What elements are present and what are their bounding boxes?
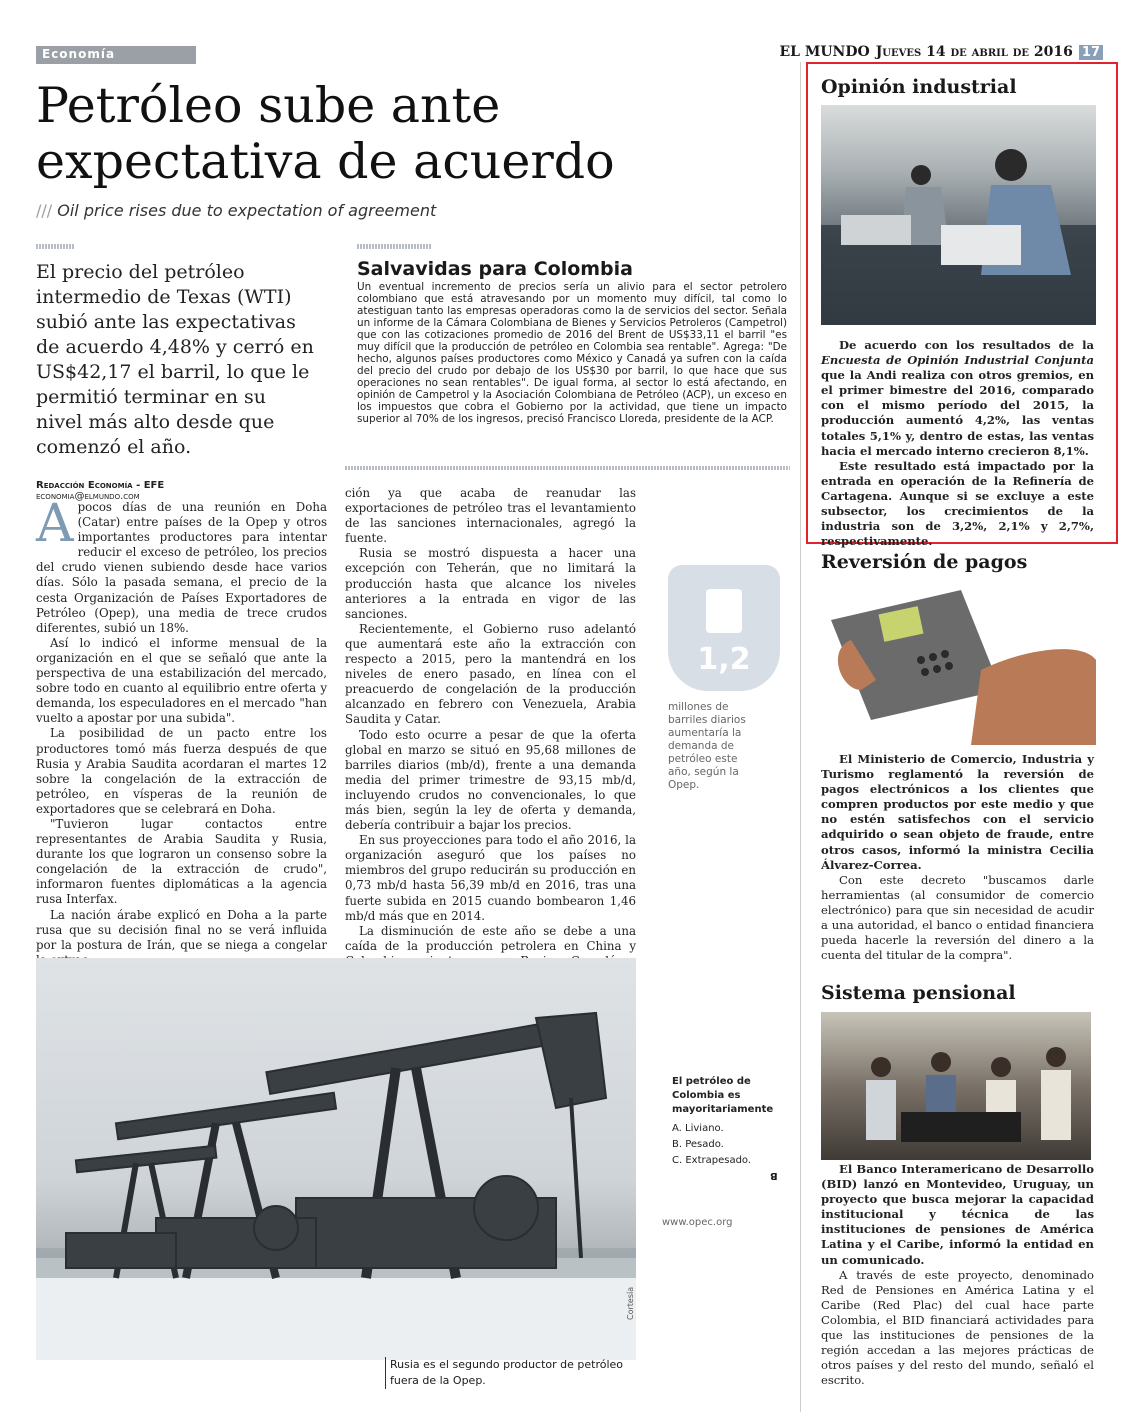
- article-paragraph: pocos días de una reunión en Doha (Catar) entre países de la Opep y otros importantes productores para intentar reducir el exceso de petróleo, los precios del crudo vienen subiendo desde hace varios días. Sólo la pasada semana, el precio de la cesta Organización de Países Exportadores de Petróleo (Opep), una media de trece crudos diferentes, subió un 18%.: [36, 500, 327, 635]
- sidebar-bottom-rule: [345, 466, 790, 470]
- quiz-answer: B: [770, 1170, 778, 1181]
- quiz-source: www.opec.org: [662, 1217, 733, 1228]
- article-paragraph: La disminución de este año se debe a una caída de la producción petrolera en China y: [345, 923, 636, 953]
- issue-date: Jueves 14 de abril de 2016: [875, 44, 1073, 60]
- opinion-paragraph: Este resultado está impactado por la entrada en operación de la Refinería de Cartagena. Aunque si se excluye a este subsector, los crecimientos de la industria son de 3,2%, 2,1% y 2,7%, respectivamente.: [821, 458, 1094, 549]
- pension-photo: [821, 1012, 1091, 1160]
- photo-caption: Rusia es el segundo productor de petróleo fuera de la Opep.: [385, 1357, 635, 1389]
- page-number: 17: [1079, 45, 1103, 60]
- article-paragraph: ción ya que acaba de reanudar las exportaciones de petróleo tras el levantamiento de las sanciones internacionales, agregó la fuente.: [345, 486, 636, 546]
- infographic-text: millones de barriles diarios aumentaría la demanda de petróleo este año, según la Opep.: [668, 701, 746, 791]
- paper-name: EL MUNDO: [779, 44, 870, 60]
- opinion-paragraph-a: De acuerdo con los resultados de la: [839, 338, 1094, 352]
- opinion-paragraph: [821, 338, 1094, 459]
- card-terminal-photo: [821, 580, 1096, 745]
- subheadline: [36, 201, 436, 220]
- byline-author: Redacción Economía - EFE: [36, 480, 165, 491]
- infographic: [668, 565, 788, 792]
- article-paragraph: La nación árabe explicó en Doha a la parte rusa que su decisión final no se verá influida por la postura de Irán, que se niega a congelar: [36, 907, 327, 952]
- pension-paragraph: El Banco Interamericano de Desarrollo (BID) lanzó en Montevideo, Uruguay, un proyecto que busca mejorar la capacidad institucional y técnica de las instituciones de pensiones de América Latina y el Caribe, informó la entidad en un comunicado.: [821, 1162, 1094, 1267]
- article-paragraph: La posibilidad de un pacto entre los productores tomó más fuerza después de que Rusia y Arabia Saudita acordaran el martes 12 sobre la congelación de la extracción de petróleo, en vísperas de la reunión de exportadores que se celebrará en Doha.: [36, 726, 327, 816]
- photo-credit: Cortesía: [626, 1286, 635, 1320]
- reversion-body: [821, 752, 1094, 963]
- lede: El precio del petróleo intermedio de Texas (WTI) subió ante las expectativas de acuerdo 4,48% y cerró en US$42,17 el barril, lo que le permitió terminar en su nivel más alto desde que comenzó el año.: [36, 261, 314, 458]
- article-paragraph: En sus proyecciones para todo el año 2016, la organización aseguró que los países no miembros del grupo reducirán su producción en 0,73 mb/d hasta 56,39 mb/d en 2016, tras una fuerte subida en 2015 cuando bombearon 1,46 mb/d más que en 2014.: [345, 833, 636, 923]
- factory-illustration: [821, 105, 1096, 325]
- pension-paragraph: A través de este proyecto, denominado Red de Pensiones en América Latina y el Caribe (Red Plac) del cual hace parte Colombia, el BID financiará actividades para que las instituciones de pensiones de la región accedan a las mejores prácticas de otros países y del resto del mundo, señaló el escrito.: [821, 1267, 1094, 1388]
- article-paragraph: Todo esto ocurre a pesar de que la oferta global en marzo se situó en 95,68 millones de barriles diarios (mb/d), frente a una demanda media del primer trimestre de 93,15 mb/d, incluyendo crudos no convencionales, lo que más bien, según la ley de oferta y demanda, debería contribuir a bajar los precios.: [345, 727, 636, 833]
- byline-email: economia@elmundo.com: [36, 491, 140, 502]
- article-paragraph: "Tuvieron lugar contactos entre representantes de Arabia Saudita y Rusia, durante los que lograron un consenso sobre la congelación de la extracción de crudo", informaron fuentes diplomáticas a la agencia rusa Interfax.: [36, 816, 327, 907]
- pension-title: Sistema pensional: [821, 982, 1016, 1004]
- article-col-2: [345, 486, 636, 999]
- pension-body: [821, 1162, 1094, 1388]
- sidebar-rule: [357, 244, 432, 249]
- subheadline-marker: ///: [36, 201, 53, 220]
- survey-name: Encuesta de Opinión Industrial Conjunta: [821, 353, 1094, 368]
- lede-rule: [36, 244, 74, 249]
- quiz-question: El petróleo de Colombia es mayoritariamente: [672, 1076, 774, 1115]
- section-tag: Economía: [36, 46, 196, 64]
- sidebar-title: Salvavidas para Colombia: [357, 258, 633, 280]
- pumpjack-photo: [36, 958, 636, 1360]
- infographic-number: 1,2: [697, 642, 751, 677]
- reversion-paragraph: Con este decreto "buscamos darle herramientas (al consumidor de comercio electrónico) para que sin necesidad de acudir a una autoridad, el banco o entidad financiera pueda hacerle la reversión del dinero a la cuenta del titular de la compra".: [821, 872, 1094, 963]
- article-paragraph: Así lo indicó el informe mensual de la organización en el que se señaló que ante la perspectiva de una estabilización del mercado, sobre todo en cuanto al equilibrio entre oferta y demanda, los especuladores en el mercado "han vuelto a apostar por una subida".: [36, 635, 327, 726]
- headline: Petróleo sube ante expectativa de acuerdo: [36, 77, 615, 190]
- masthead: [779, 44, 1103, 60]
- quiz-option: A. Liviano.: [672, 1123, 724, 1134]
- opinion-paragraph-b: que la Andi realiza con otros gremios, en el primer bimestre del 2016, comparado con el mismo período del 2015, la producción aumentó 4,2%, las ventas totales 5,1% y, dentro de estas, las ventas hacia el mercado interno crecieron 8,1%.: [821, 368, 1094, 458]
- opinion-body: [821, 338, 1094, 549]
- quiz-option: B. Pesado.: [672, 1139, 724, 1150]
- card-terminal-illustration: [821, 580, 1096, 745]
- opinion-title: Opinión industrial: [821, 76, 1017, 98]
- article-paragraph: Rusia se mostró dispuesta a hacer una excepción con Teherán, que no limitará la producción hasta que alcance los niveles anteriores a la entrada en vigor de las sanciones.: [345, 546, 636, 621]
- crowd-illustration: [821, 1012, 1091, 1160]
- quiz-option: C. Extrapesado.: [672, 1155, 752, 1166]
- article-paragraph: Recientemente, el Gobierno ruso adelantó que aumentará este año la extracción con respecto a 2015, pero la mantendrá en los niveles de enero pasado, en línea con el preacuerdo de congelación de la producción alcanzado en febrero con Venezuela, Arabia Saudita y Catar.: [345, 621, 636, 727]
- barrel-icon: [706, 589, 742, 633]
- factory-photo: [821, 105, 1096, 325]
- column-divider: [800, 62, 801, 1412]
- pumpjack-illustration: [36, 958, 636, 1360]
- dropcap: A: [36, 494, 74, 554]
- reversion-paragraph: El Ministerio de Comercio, Industria y Turismo reglamentó la reversión de pagos electrónicos a los clientes que compren productos por este medio y que no estén satisfechos con el servicio adquirido o sean objeto de fraude, entre otros casos, informó la ministra Cecilia Álvarez-Correa.: [821, 752, 1094, 872]
- sidebar-body: Un eventual incremento de precios sería un alivio para el sector petrolero colombiano que está atravesando por un momento muy difícil, tal como lo atestiguan tanto las empresas operadoras como la de servicios del sector. Señala un informe de la Cámara Colombiana de Bienes y Servicios Petroleros (Campetrol) que con las cotizaciones promedio de 2016 del Brent de US$33,11 el barril "es muy difícil que la producción de petróleo en Colombia sea rentable". Agrega: "De hecho, algunos países productores como México y Canadá ya sufren con la caída del precio del crudo por debajo de los US$30 por barril, lo que hace que sus operaciones no sean rentables". De igual forma, al sector lo está afectando, en opinión de Campetrol y la Asociación Colombiana de Petróleo (ACP), un exceso en los impuestos que cobra el Gobierno por la actividad, que tiene un impacto superior al 70% de los ingresos, precisó Francisco Lloreda, presidente de la ACP.: [357, 281, 787, 425]
- subheadline-text: Oil price rises due to expectation of agreement: [57, 201, 437, 220]
- reversion-title: Reversión de pagos: [821, 551, 1028, 573]
- quiz: [672, 1075, 787, 1169]
- infographic-badge: [668, 565, 780, 691]
